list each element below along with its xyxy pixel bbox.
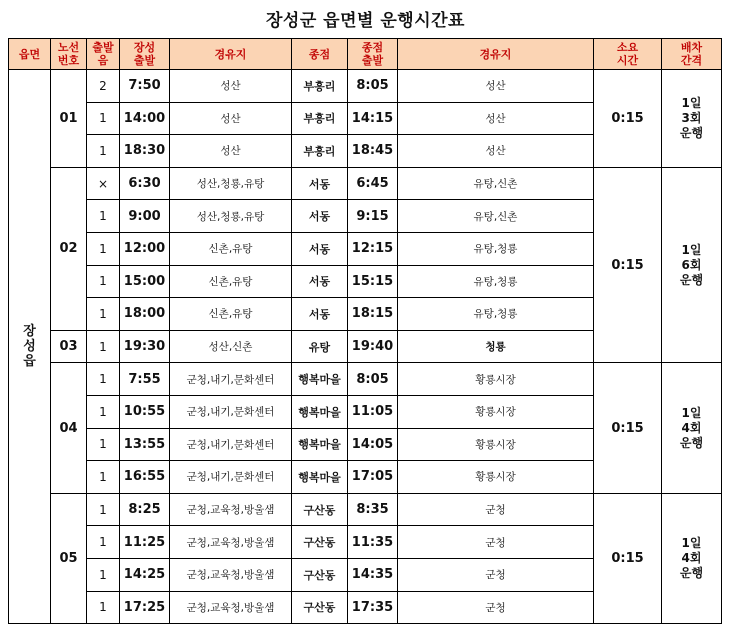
terminus: 행복마을 <box>292 428 348 461</box>
terminus: 행복마을 <box>292 363 348 396</box>
terminus: 서동 <box>292 232 348 265</box>
trip-mark: 1 <box>87 395 120 428</box>
header-departure: 장성 출발 <box>120 39 170 70</box>
via-stops: 성산,청룡,유탕 <box>170 200 292 233</box>
terminus-departure-time: 11:05 <box>348 395 398 428</box>
via-stops: 신촌,유탕 <box>170 232 292 265</box>
via-stops: 성산 <box>170 135 292 168</box>
via-stops: 신촌,유탕 <box>170 265 292 298</box>
terminus-departure-time: 9:15 <box>348 200 398 233</box>
departure-time: 18:00 <box>120 298 170 331</box>
return-via-stops: 청룡 <box>398 330 594 363</box>
interval: 1일 4회 운행 <box>662 363 722 493</box>
trip-mark: 1 <box>87 102 120 135</box>
return-via-stops: 황룡시장 <box>398 395 594 428</box>
trip-mark: 1 <box>87 330 120 363</box>
interval: 1일 4회 운행 <box>662 493 722 623</box>
terminus: 서동 <box>292 200 348 233</box>
return-via-stops: 유탕,청룡 <box>398 265 594 298</box>
departure-time: 7:50 <box>120 70 170 103</box>
via-stops: 군청,교육청,방울샘 <box>170 558 292 591</box>
via-stops: 신촌,유탕 <box>170 298 292 331</box>
via-stops: 군청,내기,문화센터 <box>170 428 292 461</box>
terminus-departure-time: 12:15 <box>348 232 398 265</box>
header-district: 읍면 <box>9 39 51 70</box>
route-number: 04 <box>51 363 87 493</box>
page-title: 장성군 읍면별 운행시간표 <box>266 11 465 31</box>
district-cell: 장 성 읍 <box>9 70 51 624</box>
trip-mark: 1 <box>87 461 120 494</box>
terminus-departure-time: 15:15 <box>348 265 398 298</box>
terminus: 서동 <box>292 265 348 298</box>
via-stops: 성산 <box>170 102 292 135</box>
route-number: 03 <box>51 330 87 363</box>
return-via-stops: 유탕,청룡 <box>398 298 594 331</box>
header-row <box>9 39 722 70</box>
terminus: 부흥리 <box>292 102 348 135</box>
return-via-stops: 성산 <box>398 135 594 168</box>
departure-time: 10:55 <box>120 395 170 428</box>
duration: 0:15 <box>594 363 662 493</box>
departure-time: 12:00 <box>120 232 170 265</box>
departure-time: 19:30 <box>120 330 170 363</box>
via-stops: 군청,교육청,방울샘 <box>170 526 292 559</box>
departure-time: 16:55 <box>120 461 170 494</box>
route-number: 01 <box>51 70 87 168</box>
terminus-departure-time: 18:45 <box>348 135 398 168</box>
terminus: 서동 <box>292 298 348 331</box>
header-terminus: 종점 <box>292 39 348 70</box>
table-row <box>9 493 722 526</box>
via-stops: 성산,신촌 <box>170 330 292 363</box>
terminus-departure-time: 8:05 <box>348 70 398 103</box>
return-via-stops: 황룡시장 <box>398 363 594 396</box>
table-row <box>9 363 722 396</box>
trip-mark: 2 <box>87 70 120 103</box>
trip-mark: 1 <box>87 526 120 559</box>
terminus: 구산동 <box>292 558 348 591</box>
trip-mark: 1 <box>87 558 120 591</box>
trip-mark: 1 <box>87 265 120 298</box>
trip-mark: 1 <box>87 363 120 396</box>
header-interval: 배차 간격 <box>662 39 722 70</box>
departure-time: 6:30 <box>120 167 170 200</box>
terminus-departure-time: 17:05 <box>348 461 398 494</box>
table-row <box>9 167 722 200</box>
departure-time: 13:55 <box>120 428 170 461</box>
trip-mark: 1 <box>87 135 120 168</box>
header-via: 경유지 <box>170 39 292 70</box>
trip-mark: × <box>87 167 120 200</box>
terminus-departure-time: 19:40 <box>348 330 398 363</box>
interval: 1일 3회 운행 <box>662 70 722 168</box>
terminus: 구산동 <box>292 493 348 526</box>
return-via-stops: 군청 <box>398 558 594 591</box>
return-via-stops: 성산 <box>398 70 594 103</box>
via-stops: 성산 <box>170 70 292 103</box>
terminus-departure-time: 14:15 <box>348 102 398 135</box>
via-stops: 군청,내기,문화센터 <box>170 363 292 396</box>
route-number: 02 <box>51 167 87 330</box>
terminus-departure-time: 18:15 <box>348 298 398 331</box>
terminus: 부흥리 <box>292 135 348 168</box>
return-via-stops: 군청 <box>398 493 594 526</box>
header-departure-place: 출발 음 <box>87 39 120 70</box>
return-via-stops: 유탕,청룡 <box>398 232 594 265</box>
terminus-departure-time: 17:35 <box>348 591 398 624</box>
trip-mark: 1 <box>87 200 120 233</box>
terminus: 행복마을 <box>292 395 348 428</box>
return-via-stops: 유탕,신촌 <box>398 200 594 233</box>
terminus-departure-time: 14:05 <box>348 428 398 461</box>
terminus: 구산동 <box>292 591 348 624</box>
table-row <box>9 70 722 103</box>
trip-mark: 1 <box>87 232 120 265</box>
departure-time: 15:00 <box>120 265 170 298</box>
terminus-departure-time: 8:35 <box>348 493 398 526</box>
via-stops: 군청,교육청,방울샘 <box>170 591 292 624</box>
departure-time: 7:55 <box>120 363 170 396</box>
terminus: 서동 <box>292 167 348 200</box>
departure-time: 11:25 <box>120 526 170 559</box>
return-via-stops: 성산 <box>398 102 594 135</box>
return-via-stops: 황룡시장 <box>398 461 594 494</box>
terminus-departure-time: 8:05 <box>348 363 398 396</box>
header-route: 노선 번호 <box>51 39 87 70</box>
departure-time: 9:00 <box>120 200 170 233</box>
duration: 0:15 <box>594 167 662 363</box>
terminus-departure-time: 6:45 <box>348 167 398 200</box>
terminus-departure-time: 14:35 <box>348 558 398 591</box>
terminus: 구산동 <box>292 526 348 559</box>
return-via-stops: 황룡시장 <box>398 428 594 461</box>
timetable <box>8 38 722 624</box>
header-via-return: 경유지 <box>398 39 594 70</box>
terminus: 유탕 <box>292 330 348 363</box>
trip-mark: 1 <box>87 591 120 624</box>
terminus: 부흥리 <box>292 70 348 103</box>
header-duration: 소요 시간 <box>594 39 662 70</box>
departure-time: 8:25 <box>120 493 170 526</box>
header-terminus-departure: 종점 출발 <box>348 39 398 70</box>
trip-mark: 1 <box>87 493 120 526</box>
duration: 0:15 <box>594 493 662 623</box>
interval: 1일 6회 운행 <box>662 167 722 363</box>
departure-time: 18:30 <box>120 135 170 168</box>
via-stops: 성산,청룡,유탕 <box>170 167 292 200</box>
return-via-stops: 유탕,신촌 <box>398 167 594 200</box>
via-stops: 군청,교육청,방울샘 <box>170 493 292 526</box>
trip-mark: 1 <box>87 298 120 331</box>
departure-time: 14:25 <box>120 558 170 591</box>
terminus: 행복마을 <box>292 461 348 494</box>
route-number: 05 <box>51 493 87 623</box>
terminus-departure-time: 11:35 <box>348 526 398 559</box>
via-stops: 군청,내기,문화센터 <box>170 461 292 494</box>
duration: 0:15 <box>594 70 662 168</box>
via-stops: 군청,내기,문화센터 <box>170 395 292 428</box>
return-via-stops: 군청 <box>398 591 594 624</box>
return-via-stops: 군청 <box>398 526 594 559</box>
departure-time: 17:25 <box>120 591 170 624</box>
trip-mark: 1 <box>87 428 120 461</box>
departure-time: 14:00 <box>120 102 170 135</box>
